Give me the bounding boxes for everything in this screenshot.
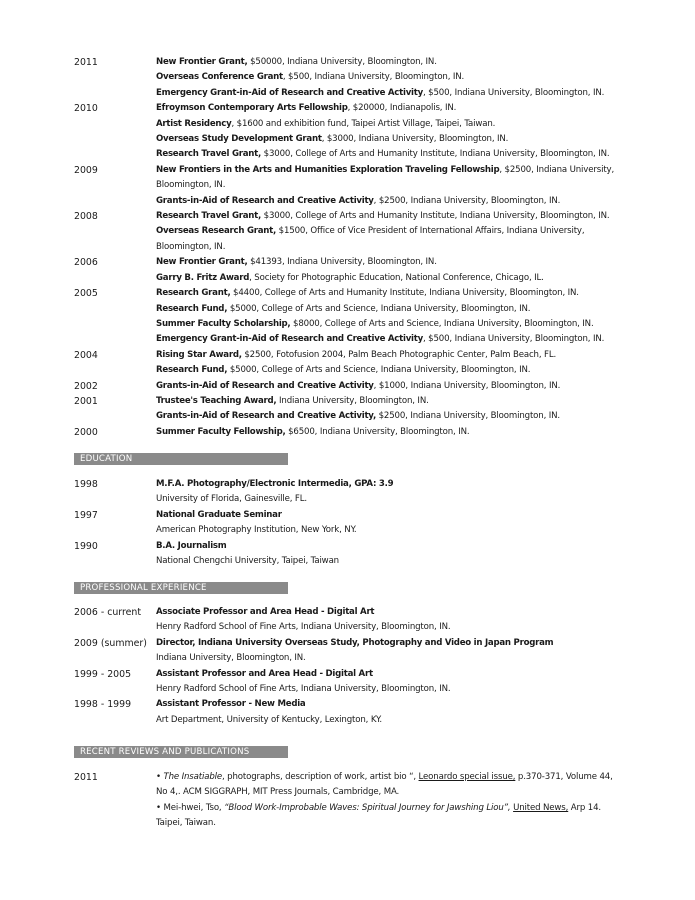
- grant-year: 2001: [74, 395, 98, 407]
- grant-title: Grants-in-Aid of Research and Creative Activity: [156, 195, 374, 206]
- grant-entry: [156, 332, 639, 347]
- grant-row: [74, 302, 639, 317]
- grant-detail: $8000, College of Arts and Science, Indiana University, Bloomington, IN.: [290, 318, 594, 329]
- education-institution: American Photography Institution, New York, NY.: [156, 525, 357, 536]
- grant-year: 2002: [74, 380, 98, 392]
- grant-row: [74, 194, 639, 209]
- grant-detail: , $2500, Indiana University, Bloomington, IN.: [373, 195, 561, 206]
- grant-year: [74, 271, 156, 286]
- experience-row: [74, 697, 639, 712]
- grant-entry: [156, 363, 639, 378]
- experience-title: Assistant Professor - New Media: [156, 699, 306, 710]
- experience-institution: Henry Radford School of Fine Arts, Indiana University, Bloomington, IN.: [156, 622, 451, 633]
- grant-title: Overseas Conference Grant: [156, 72, 283, 83]
- grant-year: [74, 117, 156, 132]
- grant-row: [74, 224, 639, 239]
- grant-title: Emergency Grant-in-Aid of Research and Creative Activity: [156, 87, 423, 98]
- grant-title: Research Fund,: [156, 303, 228, 314]
- grant-title: New Frontier Grant,: [156, 57, 248, 67]
- grant-entry: [156, 425, 639, 440]
- grant-entry-cont: Bloomington, IN.: [156, 241, 226, 252]
- education-row: [74, 539, 639, 554]
- grant-entry: [156, 348, 639, 363]
- education-heading: EDUCATION: [74, 453, 288, 465]
- grant-entry: [156, 224, 639, 239]
- grant-detail: , Society for Photographic Education, National Conference, Chicago, IL.: [249, 272, 544, 283]
- grant-year: [74, 132, 156, 147]
- grant-entry: [156, 132, 639, 147]
- grant-detail: , $20000, Indianapolis, IN.: [347, 103, 457, 114]
- grant-entry: [156, 209, 639, 224]
- grant-detail: $50000, Indiana University, Bloomington, IN.: [247, 57, 437, 67]
- grant-detail: $4400, College of Arts and Humanity Institute, Indiana University, Bloomington, IN.: [230, 288, 579, 299]
- publication-item-cont: Taipei, Taiwan.: [156, 818, 216, 829]
- publications-heading: RECENT REVIEWS AND PUBLICATIONS: [74, 746, 288, 758]
- grant-year: 2004: [74, 349, 98, 361]
- grant-row: [74, 117, 639, 132]
- grant-entry: [156, 101, 639, 116]
- grant-entry: [156, 302, 639, 317]
- grant-row: [74, 379, 639, 394]
- education-title: National Graduate Seminar: [156, 509, 282, 520]
- grant-detail: $5000, College of Arts and Science, Indiana University, Bloomington, IN.: [227, 303, 531, 314]
- education-title: B.A. Journalism: [156, 540, 227, 551]
- education-year: 1997: [74, 509, 98, 521]
- grant-title: Research Grant,: [156, 288, 231, 299]
- grant-title: Garry B. Fritz Award: [156, 272, 250, 283]
- experience-row: [74, 636, 639, 651]
- grant-detail: , $1600 and exhibition fund, Taipei Artist Village, Taipei, Taiwan.: [231, 118, 496, 129]
- grant-detail: $5000, College of Arts and Science, Indiana University, Bloomington, IN.: [227, 365, 531, 376]
- grant-year: [74, 147, 156, 162]
- publications-list: [74, 770, 639, 832]
- experience-year: 1998 - 1999: [74, 699, 132, 711]
- grant-title: New Frontier Grant,: [156, 257, 248, 268]
- grant-detail: , $2500, Indiana University,: [499, 164, 615, 175]
- grant-entry-cont: Bloomington, IN.: [156, 180, 226, 191]
- experience-institution: Indiana University, Bloomington, IN.: [156, 653, 306, 664]
- grant-year: 2005: [74, 288, 98, 300]
- grant-title: Grants-in-Aid of Research and Creative Activity,: [156, 411, 376, 422]
- grant-row: [74, 163, 639, 178]
- grant-row: [74, 209, 639, 224]
- experience-row: [74, 605, 639, 620]
- education-institution: National Chengchi University, Taipei, Taiwan: [156, 556, 339, 567]
- grant-entry: [156, 55, 639, 70]
- grant-year: [74, 224, 156, 239]
- grant-year: [74, 70, 156, 85]
- experience-institution: Henry Radford School of Fine Arts, Indiana University, Bloomington, IN.: [156, 684, 451, 695]
- grant-detail: Indiana University, Bloomington, IN.: [276, 395, 429, 406]
- grant-row: [74, 86, 639, 101]
- grant-row: [74, 147, 639, 162]
- experience-list: [74, 605, 639, 728]
- grant-row: [74, 394, 639, 409]
- grant-entry: [156, 286, 639, 301]
- grant-year: 2009: [74, 164, 98, 176]
- grant-row: [74, 101, 639, 116]
- grant-row: [74, 348, 639, 363]
- grant-title: Rising Star Award,: [156, 349, 242, 360]
- publication-title: The Insatiable: [163, 772, 223, 782]
- grant-entry: [156, 194, 639, 209]
- education-year: 1990: [74, 540, 98, 552]
- grant-row: [74, 409, 639, 424]
- grant-row: [74, 286, 639, 301]
- grant-year: 2008: [74, 211, 98, 223]
- education-year: 1998: [74, 479, 98, 490]
- grants-list: [74, 55, 639, 440]
- grant-row: [74, 255, 639, 270]
- grant-detail: $3000, College of Arts and Humanity Institute, Indiana University, Bloomington, IN.: [261, 211, 610, 222]
- grant-detail: $41393, Indiana University, Bloomington, IN.: [247, 257, 437, 268]
- experience-year: 2006 - current: [74, 607, 142, 618]
- grant-year: [74, 317, 156, 332]
- grant-row: [74, 132, 639, 147]
- grant-title: Trustee's Teaching Award,: [156, 395, 277, 406]
- grant-title: Emergency Grant-in-Aid of Research and Creative Activity: [156, 334, 423, 345]
- grant-entry: [156, 379, 639, 394]
- grant-year: 2010: [74, 103, 98, 115]
- grant-entry: [156, 255, 639, 270]
- grant-year: 2006: [74, 257, 98, 269]
- grant-title: Summer Faculty Fellowship,: [156, 426, 286, 437]
- grant-detail: , $3000, Indiana University, Bloomington, IN.: [321, 134, 509, 145]
- grant-detail: $1500, Office of Vice President of International Affairs, Indiana University,: [276, 226, 585, 237]
- grant-title: Artist Residency: [156, 118, 232, 129]
- grant-title: Research Travel Grant,: [156, 211, 262, 222]
- grant-year: [74, 409, 156, 424]
- education-institution: University of Florida, Gainesville, FL.: [156, 494, 307, 505]
- experience-title: Assistant Professor and Area Head - Digital Art: [156, 668, 373, 679]
- grant-detail: , $500, Indiana University, Bloomington, IN.: [422, 334, 605, 345]
- grant-title: Research Fund,: [156, 365, 228, 376]
- grant-title: Summer Faculty Scholarship,: [156, 318, 291, 329]
- grant-year: 2000: [74, 426, 98, 438]
- grant-detail: $6500, Indiana University, Bloomington, IN.: [285, 426, 470, 437]
- publication-link[interactable]: United News,: [513, 802, 569, 813]
- experience-year: 1999 - 2005: [74, 668, 132, 680]
- education-row: [74, 508, 639, 523]
- experience-year: 2009 (summer): [74, 637, 147, 649]
- grant-year: [74, 363, 156, 378]
- grant-year: 2011: [74, 57, 98, 68]
- publication-item-cont: No 4,. ACM SIGGRAPH, MIT Press Journals, Cambridge, MA.: [156, 787, 400, 798]
- grant-entry: [156, 409, 639, 424]
- publication-year: 2011: [74, 772, 98, 783]
- grant-row: [74, 332, 639, 347]
- grant-title: Grants-in-Aid of Research and Creative Activity: [156, 380, 374, 391]
- publication-title: “Blood Work-Improbable Waves: Spiritual Journey for Jawshing Liou”,: [224, 802, 511, 813]
- grant-row: [74, 317, 639, 332]
- grant-entry: [156, 86, 639, 101]
- education-row: [74, 477, 639, 492]
- grant-entry: [156, 147, 639, 162]
- grant-year: [74, 302, 156, 317]
- experience-row: [74, 667, 639, 682]
- grant-year: [74, 194, 156, 209]
- experience-heading: PROFESSIONAL EXPERIENCE: [74, 582, 288, 594]
- grant-entry: [156, 394, 639, 409]
- grant-row: [74, 363, 639, 378]
- grant-entry: [156, 117, 639, 132]
- education-title: M.F.A. Photography/Electronic Intermedia, GPA: 3.9: [156, 479, 394, 489]
- grant-entry: [156, 317, 639, 332]
- grant-title: Research Travel Grant,: [156, 149, 262, 160]
- grant-entry: [156, 163, 639, 178]
- grant-row: [74, 271, 639, 286]
- publication-item: • The Insatiable, photographs, description of work, artist bio “, Leonardo special issue, p.370-371, Volume 44,: [156, 772, 613, 782]
- experience-title: Director, Indiana University Overseas Study, Photography and Video in Japan Program: [156, 637, 554, 648]
- education-list: [74, 477, 639, 569]
- grant-row: [74, 425, 639, 440]
- grant-entry: [156, 70, 639, 85]
- grant-year: [74, 332, 156, 347]
- grant-detail: , $1000, Indiana University, Bloomington, IN.: [373, 380, 561, 391]
- publication-item: • Mei-hwei, Tso, “Blood Work-Improbable Waves: Spiritual Journey for Jawshing Liou”, United News, Arp 14.: [156, 802, 602, 813]
- grant-year: [74, 86, 156, 101]
- grant-title: Overseas Research Grant,: [156, 226, 277, 237]
- grant-detail: , $500, Indiana University, Bloomington, IN.: [282, 72, 465, 83]
- grant-detail: $2500, Fotofusion 2004, Palm Beach Photographic Center, Palm Beach, FL.: [241, 349, 557, 360]
- experience-institution: Art Department, University of Kentucky, Lexington, KY.: [156, 714, 382, 725]
- grant-title: Overseas Study Development Grant: [156, 134, 322, 145]
- grant-title: New Frontiers in the Arts and Humanities Exploration Traveling Fellowship: [156, 164, 500, 175]
- grant-entry: [156, 271, 639, 286]
- grant-row: [74, 55, 639, 70]
- grant-title: Efroymson Contemporary Arts Fellowship: [156, 103, 348, 114]
- grant-detail: $3000, College of Arts and Humanity Institute, Indiana University, Bloomington, IN.: [261, 149, 610, 160]
- experience-title: Associate Professor and Area Head - Digital Art: [156, 607, 375, 617]
- publication-link[interactable]: Leonardo special issue,: [418, 772, 516, 782]
- grant-row: [74, 70, 639, 85]
- grant-detail: , $500, Indiana University, Bloomington, IN.: [422, 87, 605, 98]
- grant-detail: $2500, Indiana University, Bloomington, IN.: [376, 411, 560, 422]
